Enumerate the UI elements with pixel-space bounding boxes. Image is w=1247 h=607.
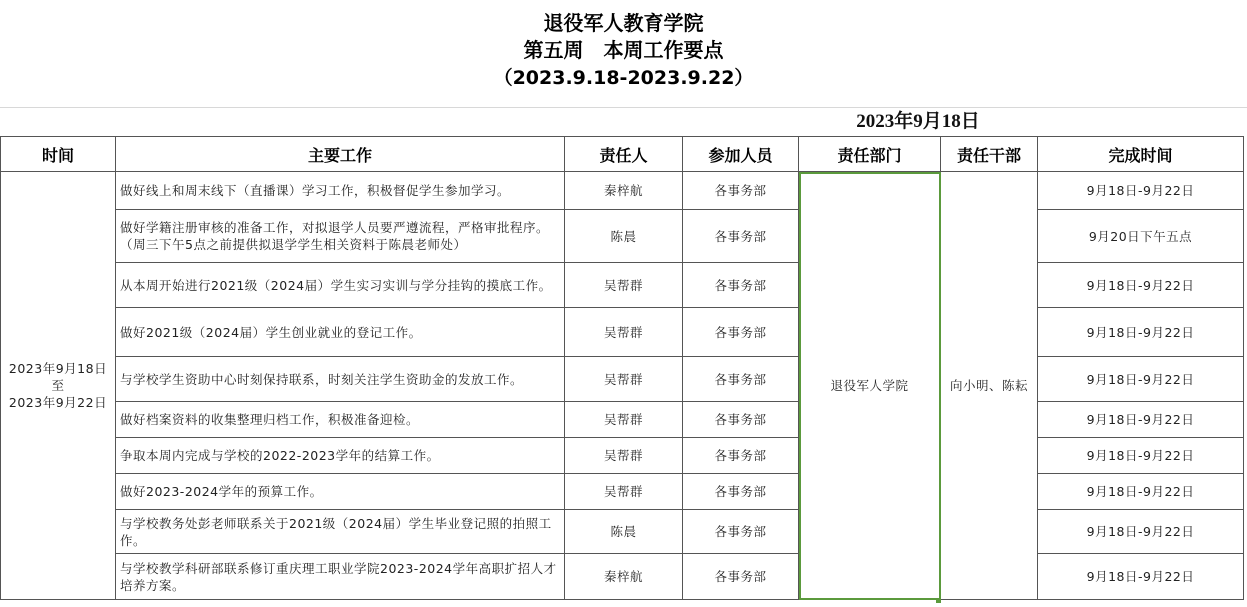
participants-cell[interactable]: 各事务部 (683, 357, 799, 402)
work-cell[interactable]: 与学校学生资助中心时刻保持联系，时刻关注学生资助金的发放工作。 (116, 357, 565, 402)
deadline-cell[interactable]: 9月18日-9月22日 (1038, 402, 1244, 438)
participants-cell[interactable]: 各事务部 (683, 438, 799, 474)
deadline-cell[interactable]: 9月18日-9月22日 (1038, 474, 1244, 510)
report-date: 2023年9月18日 (856, 111, 980, 132)
deadline-cell[interactable]: 9月18日-9月22日 (1038, 172, 1244, 210)
owner-cell[interactable]: 吴帮群 (565, 438, 683, 474)
deadline-cell[interactable]: 9月18日-9月22日 (1038, 357, 1244, 402)
column-header-time[interactable]: 时间 (1, 137, 116, 172)
table-row (1, 357, 1244, 402)
work-cell[interactable]: 做好线上和周末线下（直播课）学习工作，积极督促学生参加学习。 (116, 172, 565, 210)
table-row (1, 172, 1244, 210)
table-row (1, 474, 1244, 510)
date-range: （2023.9.18-2023.9.22） (493, 67, 754, 89)
table-row (1, 402, 1244, 438)
table-row (1, 510, 1244, 554)
work-cell[interactable]: 与学校教务处彭老师联系关于2021级（2024届）学生毕业登记照的拍照工作。 (116, 510, 565, 554)
deadline-cell[interactable]: 9月18日-9月22日 (1038, 308, 1244, 357)
department-cell[interactable]: 退役军人学院 (799, 172, 941, 600)
deadline-cell[interactable]: 9月18日-9月22日 (1038, 510, 1244, 554)
work-cell[interactable]: 做好档案资料的收集整理归档工作，积极准备迎检。 (116, 402, 565, 438)
table-header-row (1, 137, 1244, 172)
time-start: 2023年9月18日 (8, 361, 108, 376)
work-cell[interactable]: 争取本周内完成与学校的2022-2023学年的结算工作。 (116, 438, 565, 474)
document-title: 退役军人教育学院 (543, 11, 704, 35)
deadline-cell[interactable]: 9月18日-9月22日 (1038, 263, 1244, 308)
table-row (1, 210, 1244, 263)
cadre-cell[interactable]: 向小明、陈耘 (941, 172, 1038, 600)
time-end: 2023年9月22日 (8, 395, 108, 410)
divider (0, 107, 1247, 108)
deadline-cell[interactable]: 9月20日下午五点 (1038, 210, 1244, 263)
column-header-main-work[interactable]: 主要工作 (116, 137, 565, 172)
participants-cell[interactable]: 各事务部 (683, 172, 799, 210)
work-table (0, 136, 1244, 600)
owner-cell[interactable]: 吴帮群 (565, 357, 683, 402)
owner-cell[interactable]: 秦梓航 (565, 172, 683, 210)
participants-cell[interactable]: 各事务部 (683, 510, 799, 554)
owner-cell[interactable]: 吴帮群 (565, 263, 683, 308)
work-cell[interactable]: 从本周开始进行2021级（2024届）学生实习实训与学分挂钩的摸底工作。 (116, 263, 565, 308)
table-row (1, 438, 1244, 474)
participants-cell[interactable]: 各事务部 (683, 263, 799, 308)
table-row (1, 554, 1244, 600)
column-header-deadline[interactable]: 完成时间 (1038, 137, 1244, 172)
owner-cell[interactable]: 吴帮群 (565, 474, 683, 510)
work-cell[interactable]: 做好2023-2024学年的预算工作。 (116, 474, 565, 510)
owner-cell[interactable]: 吴帮群 (565, 402, 683, 438)
table-row (1, 263, 1244, 308)
document-subtitle: 第五周 本周工作要点 (523, 38, 724, 62)
deadline-cell[interactable]: 9月18日-9月22日 (1038, 438, 1244, 474)
owner-cell[interactable]: 陈晨 (565, 510, 683, 554)
time-separator: 至 (51, 378, 65, 393)
participants-cell[interactable]: 各事务部 (683, 474, 799, 510)
participants-cell[interactable]: 各事务部 (683, 554, 799, 600)
work-cell[interactable]: 做好学籍注册审核的准备工作，对拟退学人员要严遵流程，严格审批程序。（周三下午5点之前提供拟退学学生相关资料于陈晨老师处） (116, 210, 565, 263)
table-row (1, 308, 1244, 357)
time-cell[interactable] (1, 172, 116, 600)
work-cell[interactable]: 与学校教学科研部联系修订重庆理工职业学院2023-2024学年高职扩招人才培养方案。 (116, 554, 565, 600)
selection-fill-handle[interactable] (936, 598, 941, 603)
owner-cell[interactable]: 秦梓航 (565, 554, 683, 600)
column-header-participants[interactable]: 参加人员 (683, 137, 799, 172)
participants-cell[interactable]: 各事务部 (683, 402, 799, 438)
column-header-department[interactable]: 责任部门 (799, 137, 941, 172)
owner-cell[interactable]: 陈晨 (565, 210, 683, 263)
owner-cell[interactable]: 吴帮群 (565, 308, 683, 357)
column-header-owner[interactable]: 责任人 (565, 137, 683, 172)
participants-cell[interactable]: 各事务部 (683, 308, 799, 357)
work-cell[interactable]: 做好2021级（2024届）学生创业就业的登记工作。 (116, 308, 565, 357)
deadline-cell[interactable]: 9月18日-9月22日 (1038, 554, 1244, 600)
participants-cell[interactable]: 各事务部 (683, 210, 799, 263)
column-header-cadre[interactable]: 责任干部 (941, 137, 1038, 172)
